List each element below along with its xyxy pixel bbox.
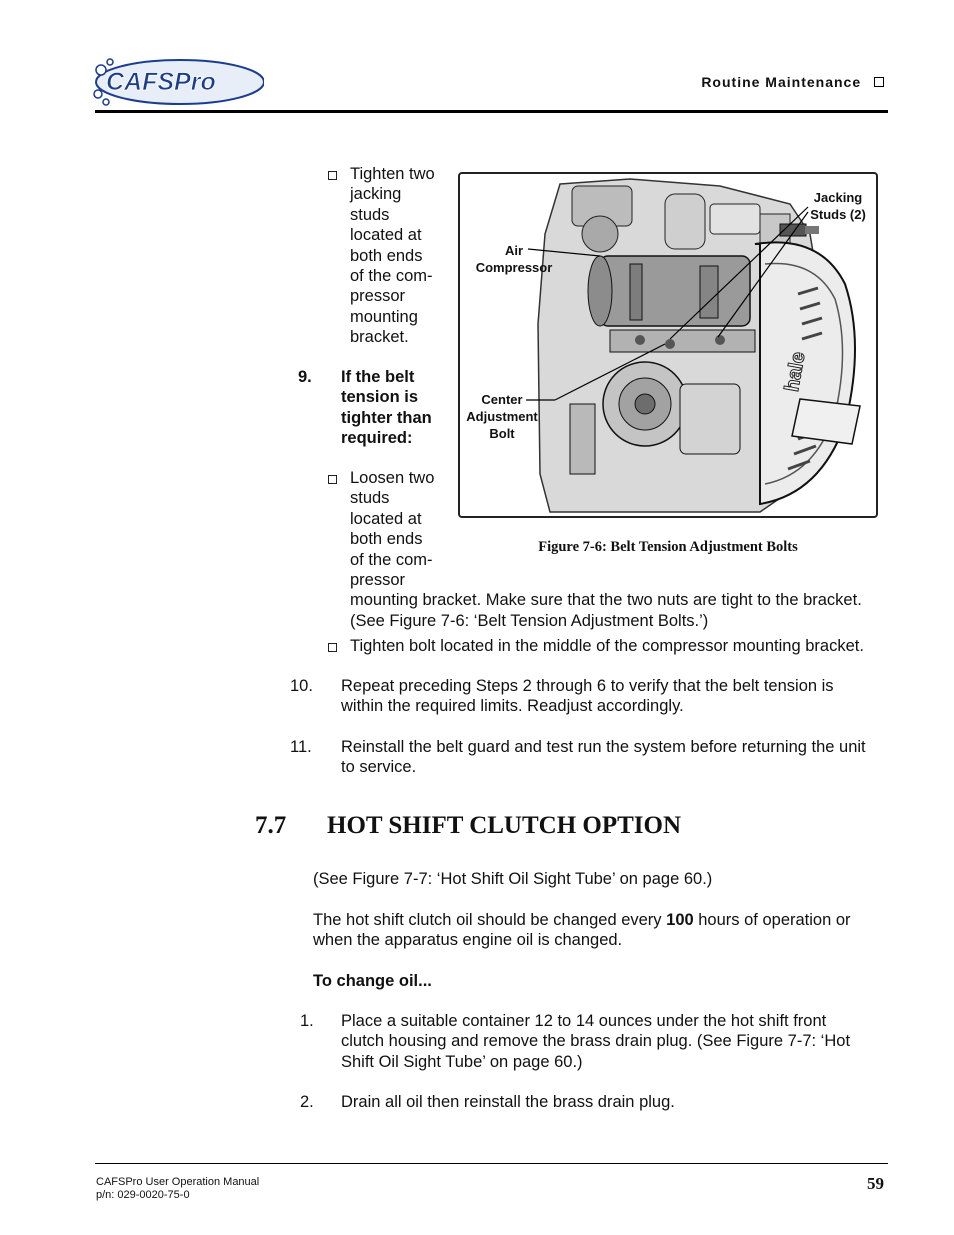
step9-bullet1-text: Loosen two studs located at both ends of the com- pressor mounting bracket. Make sure that the two nuts are tight to the bracket. (See Figure 7-6: ‘Belt Tension Adjustment Bolts.’)	[350, 469, 862, 630]
label-center: Center	[481, 392, 523, 407]
label-air: Air	[504, 243, 524, 258]
oil-step1-text: Place a suitable container 12 to 14 ounces under the hot shift front clutch housing and remove the brass drain plug. (See Figure 7-7: ‘Hot Shift Oil Sight Tube’ on page 60.)	[341, 1012, 851, 1071]
step11-number: 11.	[290, 738, 312, 756]
figure-reference: (See Figure 7-7: ‘Hot Shift Oil Sight Tube’ on page 60.)	[313, 870, 713, 888]
oil-step1-number: 1.	[300, 1012, 314, 1030]
cafspro-logo	[92, 56, 264, 108]
step9-heading: If the belt tension is tighter than required:	[341, 368, 432, 448]
label-studs: Studs (2)	[810, 207, 866, 222]
footer-info: CAFSPro User Operation Manual p/n: 029-0020-75-0	[96, 1176, 260, 1201]
footer-rule	[95, 1163, 888, 1164]
subheading-change-oil: To change oil...	[313, 972, 432, 990]
oil-change-paragraph: The hot shift clutch oil should be changed every 100 hours of operation or when the apparatus engine oil is changed.	[313, 911, 851, 950]
label-jacking: Jacking	[813, 190, 863, 205]
label-compressor: Compressor	[475, 260, 553, 275]
label-adjustment: Adjustment	[466, 409, 538, 424]
svg-text:hale: hale	[781, 350, 810, 394]
checkbox-bullet	[328, 475, 337, 484]
belt-tension-figure	[458, 172, 878, 518]
svg-text:CAFSPro: CAFSPro	[106, 68, 216, 96]
step10-text: Repeat preceding Steps 2 through 6 to verify that the belt tension is within the required limits. Readjust accordingly.	[341, 677, 834, 716]
running-header: Routine Maintenance	[701, 74, 884, 90]
step8-bullet-text: Tighten two jacking studs located at both ends of the com- pressor mounting bracket.	[350, 165, 435, 347]
step9-number: 9.	[298, 368, 312, 386]
label-bolt: Bolt	[489, 426, 515, 441]
oil-step2-number: 2.	[300, 1093, 314, 1111]
compressor-illustration	[460, 174, 876, 516]
header-rule	[95, 110, 888, 113]
checkbox-bullet	[328, 643, 337, 652]
figure-caption: Figure 7-6: Belt Tension Adjustment Bolts	[538, 539, 798, 555]
oil-step2-text: Drain all oil then reinstall the brass drain plug.	[341, 1093, 675, 1111]
page-number: 59	[867, 1174, 884, 1193]
step10-number: 10.	[290, 677, 313, 695]
section-heading: 7.7 HOT SHIFT CLUTCH OPTION	[255, 812, 682, 839]
step11-text: Reinstall the belt guard and test run the system before returning the unit to service.	[341, 738, 866, 777]
step9-bullet2-text: Tighten bolt located in the middle of the compressor mounting bracket.	[350, 637, 864, 655]
checkbox-bullet	[328, 171, 337, 180]
